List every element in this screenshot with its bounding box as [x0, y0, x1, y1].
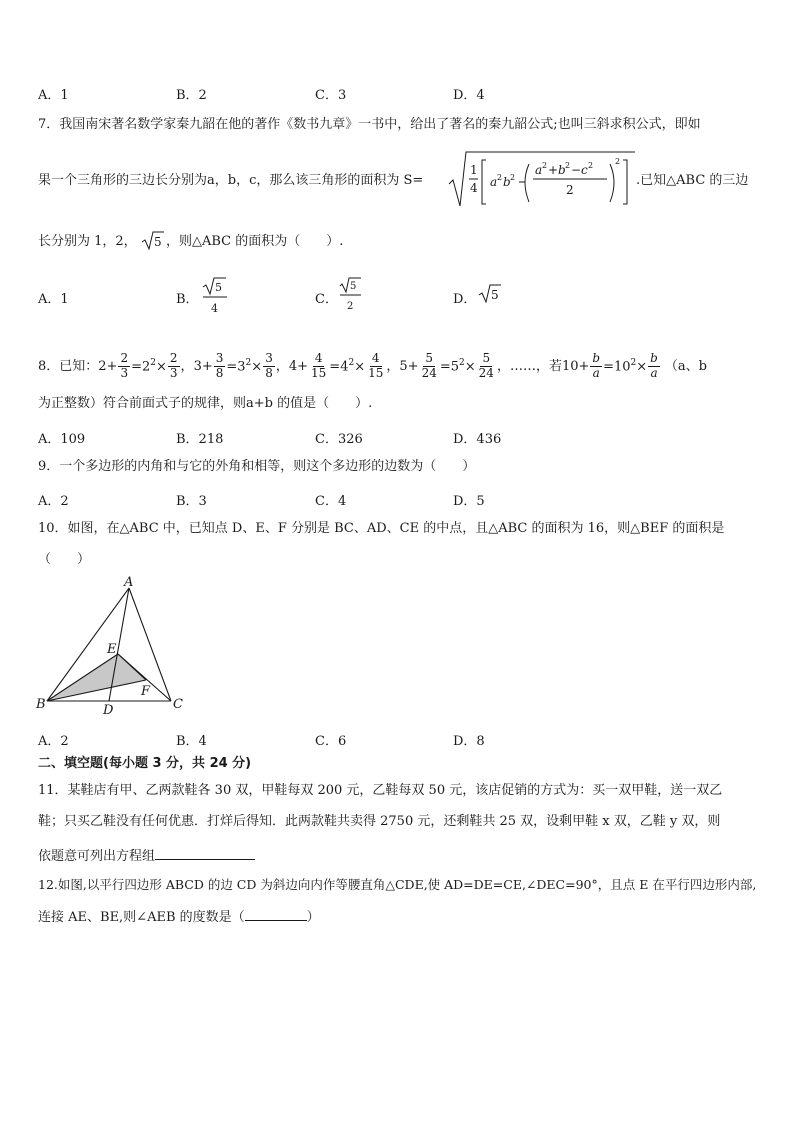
q10-option-a: A．2	[38, 734, 69, 749]
q7-line2-post: .已知△ABC 的三边	[636, 173, 749, 188]
svg-text:2: 2	[510, 173, 516, 182]
q7-option-d: D．	[453, 292, 477, 307]
svg-text:5: 5	[154, 235, 162, 249]
q6-option-b: B．2	[176, 88, 207, 103]
q7-option-c: C．	[315, 292, 338, 307]
svg-text:2: 2	[565, 161, 571, 170]
svg-text:b: b	[558, 163, 566, 177]
svg-text:+: +	[548, 163, 559, 177]
svg-text:4: 4	[211, 302, 218, 315]
svg-text:1: 1	[470, 163, 478, 177]
q8-option-b: B．218	[176, 432, 224, 447]
q8-option-d: D．436	[453, 432, 502, 447]
q12-line2	[38, 908, 320, 924]
svg-text:2: 2	[615, 157, 621, 166]
svg-text:a: a	[535, 163, 543, 177]
q11-line3-text: 依题意可列出方程组	[38, 849, 156, 864]
svg-text:−: −	[571, 163, 582, 177]
q9-option-c: C．4	[315, 494, 347, 509]
q12-line2-text: 连接 AE、BE,则∠AEB 的度数是（	[38, 910, 245, 925]
q7-line3-post: ，则△ABC 的面积为（ ）.	[166, 234, 344, 249]
q8-line2: 为正整数）符合前面式子的规律，则a+b 的值是（ ）.	[38, 396, 373, 411]
q7-option-b-value	[202, 276, 228, 316]
q7-option-a: A．1	[38, 292, 69, 307]
q7-line2-pre: 果一个三角形的三边长分别为a，b，c，那么该三角形的面积为 S=	[38, 173, 424, 188]
shaded-triangle-bef	[47, 654, 146, 701]
label-e: E	[107, 642, 117, 657]
q8-formula-line: 8．已知： 2+ $\frac{2}{3}$ $=2^2\times$ $\frac{2}{3}$ ， 3+ $\frac{3}{8}$ $=3^2\times$ $\frac{3}{8}$ ， 4+ $\frac{4}{15}$ $=4^2\times$ $\frac{4}{15}$ ， 5+ $\frac{5}{24}$ $=5^2\times$ $\frac{5}{24}$ ，……，若 10+ $\frac{b}{a}$ $=10^2\times$ $\frac{b}{a}$ （a、b	[38, 351, 707, 380]
triangle-diagram	[30, 575, 200, 720]
q8-option-a: A．109	[38, 432, 86, 447]
q10-line2: （ ）	[38, 552, 91, 567]
svg-text:2: 2	[566, 183, 574, 197]
q9-option-a: A．2	[38, 494, 69, 509]
q9-text: 9．一个多边形的内角和与它的外角和相等，则这个多边形的边数为（ ）	[38, 459, 476, 474]
label-f: F	[141, 684, 151, 699]
svg-text:5: 5	[215, 281, 222, 294]
q11-answer-blank[interactable]	[155, 847, 255, 860]
q7-option-b: B．	[176, 292, 199, 307]
label-b: B	[36, 697, 46, 712]
q6-option-a: A．1	[38, 88, 69, 103]
q12-answer-blank[interactable]	[245, 908, 307, 921]
q11-line3	[38, 847, 255, 863]
q9-option-b: B．3	[176, 494, 207, 509]
q8-ellipsis: ，……，若	[496, 358, 562, 374]
q12-line2-end: ）	[306, 910, 320, 925]
sqrt5-symbol	[141, 230, 165, 250]
svg-text:2: 2	[542, 161, 548, 170]
q8-option-c: C．326	[315, 432, 363, 447]
q8-intro: 8．已知：	[38, 358, 99, 374]
svg-text:c: c	[581, 163, 588, 177]
q10-option-d: D．8	[453, 734, 485, 749]
q7-option-d-value	[478, 283, 502, 303]
q7-line1: 7．我国南宋著名数学家秦九韶在他的著作《数书九章》一书中，给出了著名的秦九韶公式;也叫三斜求积公式，即如	[38, 117, 701, 132]
qin-jiushao-formula	[447, 148, 637, 210]
svg-text:5: 5	[350, 281, 357, 292]
q12-line1: 12.如图,以平行四边形 ABCD 的边 CD 为斜边向内作等腰直角△CDE,使 AD=DE=CE,∠DEC=90°，且点 E 在平行四边形内部,	[38, 877, 757, 892]
label-c: C	[173, 697, 183, 712]
svg-text:2: 2	[497, 173, 503, 182]
q10-option-c: C．6	[315, 734, 347, 749]
q7-line3-pre: 长分别为 1，2，	[38, 234, 137, 249]
svg-text:b: b	[503, 175, 511, 189]
q8-tail: （a、b	[664, 358, 707, 374]
q10-line1: 10．如图，在△ABC 中，已知点 D、E、F 分别是 BC、AD、CE 的中点，且△ABC 的面积为 16，则△BEF 的面积是	[38, 521, 725, 536]
q11-line2: 鞋；只买乙鞋没有任何优惠．打烊后得知．此两款鞋共卖得 2750 元，还剩鞋共 25 双，设剩甲鞋 x 双，乙鞋 y 双，则	[38, 814, 721, 829]
svg-text:4: 4	[470, 181, 478, 195]
q10-option-b: B．4	[176, 734, 207, 749]
svg-text:a: a	[490, 175, 498, 189]
svg-text:2: 2	[588, 161, 594, 170]
svg-text:5: 5	[491, 288, 499, 302]
q11-line1: 11．某鞋店有甲、乙两款鞋各 30 双，甲鞋每双 200 元，乙鞋每双 50 元，该店促销的方式为：买一双甲鞋，送一双乙	[38, 783, 723, 798]
q6-option-d: D．4	[453, 88, 485, 103]
section-2-title: 二、填空题(每小题 3 分，共 24 分)	[38, 756, 252, 771]
svg-text:2: 2	[347, 301, 354, 312]
q9-option-d: D．5	[453, 494, 485, 509]
q7-option-c-value	[339, 276, 363, 316]
q6-option-c: C．3	[315, 88, 347, 103]
label-d: D	[103, 703, 114, 718]
label-a: A	[124, 575, 134, 590]
